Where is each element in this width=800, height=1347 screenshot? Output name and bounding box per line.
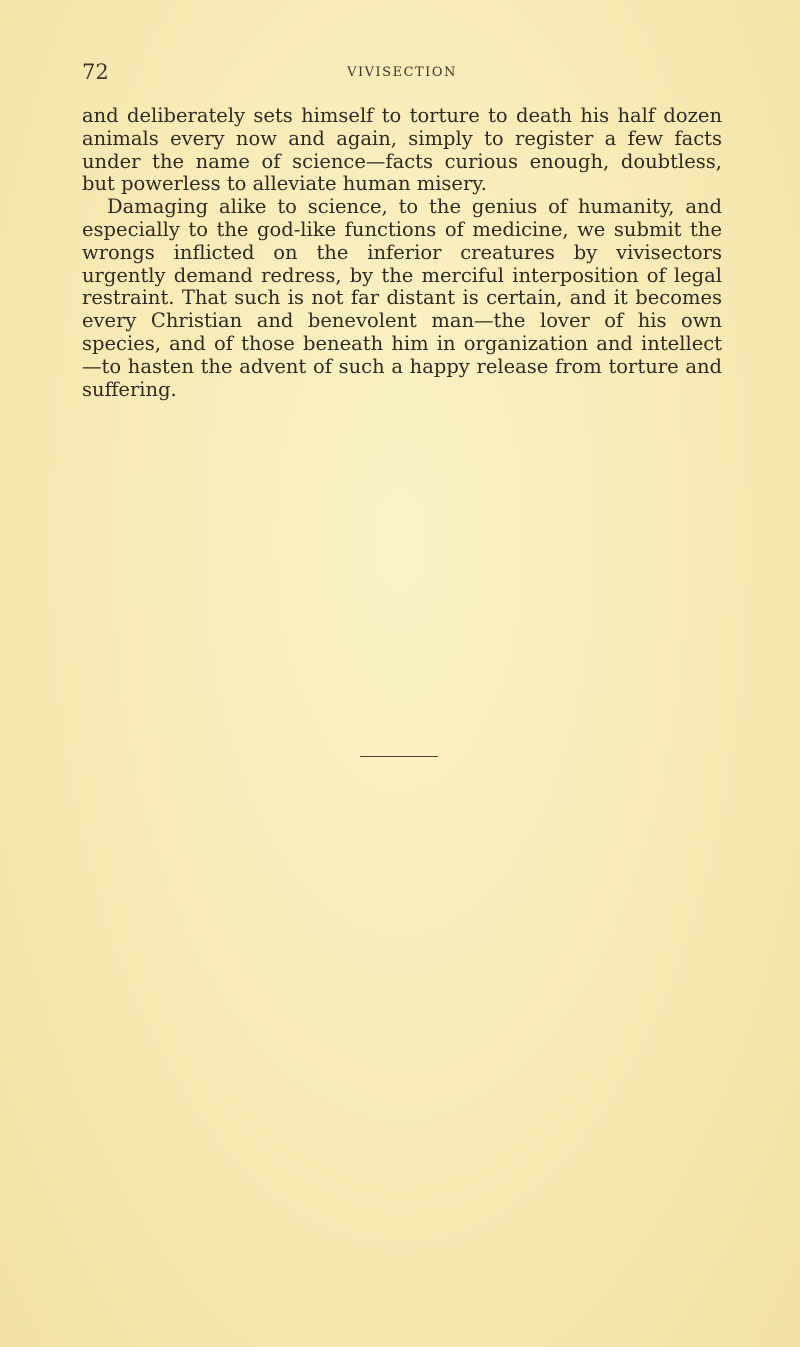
page-number: 72 — [82, 60, 109, 84]
paragraph-continued: and deliberately sets himself to torture to death his half dozen animals every now and again, simply to register a few facts under the name of science—facts curious enough, doubtless, but powerless to alleviate human misery. — [82, 104, 722, 196]
running-head — [82, 60, 722, 90]
body-text — [82, 105, 722, 401]
running-title: VIVISECTION — [347, 65, 457, 80]
paragraph: Damaging alike to science, to the genius of humanity, and especially to the god-like functions of medicine, we submit the wrongs inflicted on the inferior creatures by vivisectors urgently demand redress, by the merciful interposition of legal restraint. That such is not far distant is certain, and it becomes every Christian and benevolent man—the lover of his own species, and of those beneath him in organization and intellect—to hasten the advent of such a happy release from torture and suffering. — [82, 195, 722, 401]
section-end-rule — [360, 756, 438, 757]
